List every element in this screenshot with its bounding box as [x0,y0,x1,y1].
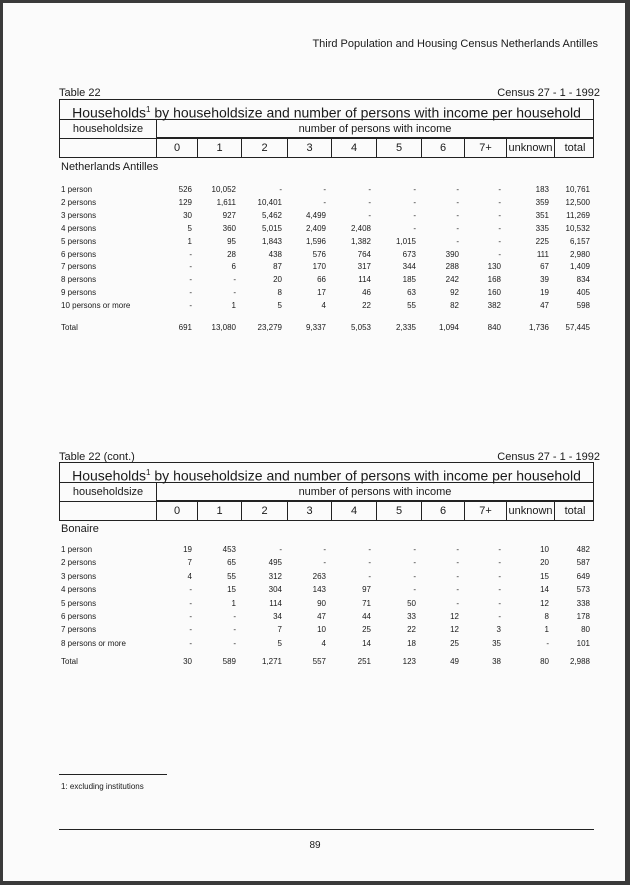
cell-value: 649 [576,571,590,581]
cell-value: 2,335 [395,323,416,332]
cell-value: 80 [540,657,549,666]
cell-value: 7 [187,558,192,568]
cell-value: 50 [407,598,416,608]
cell-value: - [189,262,192,272]
cell-value: - [456,585,459,595]
section-title: Bonaire [61,523,99,535]
table-row [59,184,594,196]
cell-value: - [498,585,501,595]
cell-value: 22 [362,301,371,311]
title-footnote-mark: 1 [146,105,151,114]
cell-value: - [368,558,371,568]
cell-value: 589 [222,657,236,666]
cell-value: - [279,545,282,554]
column-header: 2 [241,139,287,157]
row-label: 3 persons [61,571,97,581]
cell-value: - [456,185,459,194]
cell-value: 360 [222,223,236,233]
cell-value: 1,611 [216,197,236,207]
cell-value: - [498,185,501,194]
cell-value: 17 [317,288,326,298]
cell-value: 55 [227,571,236,581]
cell-value: 30 [183,210,192,220]
table-row [59,611,594,623]
cell-value: 351 [535,210,549,220]
cell-value: 453 [222,545,236,554]
table-row [59,287,594,299]
cell-value: 63 [407,288,416,298]
cell-value: 111 [536,249,549,259]
cell-value: 23,279 [257,323,282,332]
cell-value: - [189,625,192,635]
cell-value: - [456,236,459,246]
cell-value: 1 [231,598,236,608]
title-rest: by householdsize and number of persons with income per household [150,104,581,121]
cell-value: 5 [277,301,282,311]
column-header: 3 [287,502,331,520]
cell-value: 1,015 [395,236,416,246]
cell-value: 382 [487,301,501,311]
cell-value: 263 [312,571,326,581]
table-row [59,223,594,235]
cell-value: - [413,197,416,207]
total-row [59,656,594,668]
cell-value: 6 [231,262,236,272]
cell-value: 101 [576,638,590,648]
cell-value: 1 [544,625,549,635]
row-label: 6 persons [61,612,97,621]
table-row [59,638,594,650]
cell-value: 225 [535,236,549,246]
row-label: 2 persons [61,197,97,207]
cell-value: - [498,558,501,568]
cell-value: 49 [450,657,459,666]
cell-value: - [456,545,459,554]
column-header: 1 [197,502,241,520]
row-label: 7 persons [61,262,97,272]
cell-value: 95 [227,236,236,246]
column-header: 0 [156,502,197,520]
cell-value: 304 [268,585,282,595]
cell-value: 598 [576,301,590,311]
cell-value: - [323,558,326,568]
cell-value: 335 [535,223,549,233]
table-title [60,463,593,483]
cell-value: 405 [576,288,590,298]
table-title [60,100,593,120]
column-header: 0 [156,139,197,157]
row-label: 8 persons or more [61,638,126,648]
cell-value: 2,409 [305,223,326,233]
cell-value: - [413,545,416,554]
cell-value: 317 [357,262,371,272]
cell-value: - [189,288,192,298]
column-header: 3 [287,139,331,157]
cell-value: 251 [357,657,371,666]
column-header: 2 [241,502,287,520]
cell-value: 1,094 [438,323,459,332]
cell-value: 1,736 [528,323,549,332]
column-header: total [554,502,595,520]
cell-value: - [456,210,459,220]
cell-value: 15 [227,585,236,595]
cell-value: 25 [362,625,371,635]
cell-value: - [233,612,236,621]
cell-value: 92 [450,288,459,298]
cell-value: - [189,585,192,595]
cell-value: 573 [576,585,590,595]
cell-value: 30 [183,657,192,666]
header-row-group [60,483,593,502]
cell-value: 3 [496,625,501,635]
cell-value: 4 [321,301,326,311]
cell-value: 438 [268,249,282,259]
cell-value: - [498,223,501,233]
cell-value: 170 [312,262,326,272]
col-spacer [60,139,156,157]
cell-value: 123 [402,657,416,666]
footnote-divider [59,774,167,775]
cell-value: 97 [362,585,371,595]
cell-value: 5 [277,638,282,648]
row-label: 9 persons [61,288,97,298]
cell-value: 8 [277,288,282,298]
cell-value: - [498,236,501,246]
col-group-persons-with-income: number of persons with income [156,120,593,138]
cell-value: 20 [273,275,282,285]
cell-value: 90 [317,598,326,608]
header-row-columns [60,139,593,157]
cell-value: 691 [178,323,192,332]
census-date: Census 27 - 1 - 1992 [497,87,600,99]
cell-value: 67 [540,262,549,272]
cell-value: 12 [450,625,459,635]
cell-value: 4 [321,638,326,648]
cell-value: - [413,210,416,220]
cell-value: 25 [450,638,459,648]
cell-value: 35 [492,638,501,648]
col-householdsize: householdsize [72,123,144,135]
column-header: unknown [506,502,554,520]
cell-value: 927 [222,210,236,220]
table-row [59,261,594,273]
cell-value: 2,988 [569,657,590,666]
cell-value: - [456,223,459,233]
row-label: 8 persons [61,275,97,285]
cell-value: - [233,275,236,285]
cell-value: 2,408 [350,223,371,233]
table-header [59,462,594,521]
table-row [59,557,594,569]
cell-value: 10,532 [565,223,590,233]
cell-value: 178 [576,612,590,621]
column-header: 7+ [464,502,506,520]
cell-value: - [456,571,459,581]
cell-value: 19 [540,288,549,298]
title-main: Households [72,467,147,484]
header-row-columns [60,502,593,520]
cell-value: 130 [487,262,501,272]
column-header: 7+ [464,139,506,157]
cell-value: 71 [362,598,371,608]
cell-value: 114 [269,598,282,608]
title-main: Households [72,104,147,121]
cell-value: 1,596 [305,236,326,246]
cell-value: - [413,585,416,595]
running-header: Third Population and Housing Census Netherlands Antilles [312,38,598,50]
cell-value: 168 [487,275,501,285]
cell-value: - [368,545,371,554]
cell-value: 12 [540,598,549,608]
cell-value: 129 [178,197,192,207]
cell-value: 482 [576,545,590,554]
table-row [59,584,594,596]
cell-value: 46 [362,288,371,298]
cell-value: - [368,197,371,207]
cell-value: - [323,545,326,554]
row-label: 4 persons [61,585,97,595]
col-spacer [60,502,156,520]
cell-value: 183 [535,185,549,194]
cell-value: 87 [273,262,282,272]
table-row [59,197,594,209]
table-row [59,598,594,610]
footnote: 1: excluding institutions [61,782,144,791]
cell-value: 10 [317,625,326,635]
row-label: 4 persons [61,223,97,233]
cell-value: 34 [273,612,282,621]
cell-value: 55 [407,301,416,311]
cell-value: - [368,210,371,220]
cell-value: - [498,598,501,608]
cell-value: - [189,612,192,621]
cell-value: - [498,545,501,554]
row-label: Total [61,323,78,332]
table-row [59,210,594,222]
cell-value: 80 [581,625,590,635]
row-label: 10 persons or more [61,301,131,311]
table-row [59,571,594,583]
cell-value: 57,445 [565,323,590,332]
cell-value: - [546,638,549,648]
cell-value: - [189,275,192,285]
row-label: 7 persons [61,625,97,635]
table-row [59,236,594,248]
cell-value: 673 [402,249,416,259]
table-row [59,274,594,286]
cell-value: 1 [187,236,192,246]
cell-value: 47 [317,612,326,621]
col-householdsize: householdsize [72,486,144,498]
cell-value: 39 [540,275,549,285]
cell-value: 344 [402,262,416,272]
cell-value: 44 [362,612,371,621]
cell-value: - [498,210,501,220]
cell-value: 2,980 [569,249,590,259]
column-header: 5 [376,502,421,520]
cell-value: - [498,197,501,207]
cell-value: - [498,612,501,621]
table-label: Table 22 (cont.) [59,451,135,463]
table-row [59,249,594,261]
column-header: 6 [421,139,464,157]
table-row [59,300,594,312]
cell-value: 5 [187,223,192,233]
cell-value: 14 [362,638,371,648]
cell-value: - [233,288,236,298]
cell-value: 1,409 [569,262,590,272]
cell-value: 66 [317,275,326,285]
title-footnote-mark: 1 [146,468,151,477]
cell-value: 10,401 [257,197,282,207]
cell-value: - [368,185,371,194]
cell-value: - [456,558,459,568]
footer-divider [59,829,594,830]
cell-value: 33 [407,612,416,621]
census-date: Census 27 - 1 - 1992 [497,451,600,463]
row-label: 5 persons [61,598,97,608]
row-label: 1 person [61,545,93,554]
cell-value: 557 [312,657,326,666]
cell-value: 185 [402,275,416,285]
cell-value: 312 [268,571,282,581]
cell-value: - [189,638,192,648]
cell-value: 20 [540,558,549,568]
cell-value: 1,382 [350,236,371,246]
cell-value: 10,052 [211,185,236,194]
cell-value: 1 [231,301,236,311]
table-row [59,624,594,636]
cell-value: 495 [268,558,282,568]
cell-value: 764 [357,249,371,259]
cell-value: 338 [576,598,590,608]
cell-value: 28 [227,249,236,259]
cell-value: 38 [492,657,501,666]
cell-value: - [233,625,236,635]
cell-value: - [323,197,326,207]
cell-value: - [413,223,416,233]
cell-value: 10 [540,545,549,554]
column-header: 4 [331,502,376,520]
cell-value: - [456,197,459,207]
column-header: 6 [421,502,464,520]
cell-value: - [189,249,192,259]
row-label: Total [61,657,78,666]
cell-value: 242 [445,275,459,285]
col-group-persons-with-income: number of persons with income [156,483,593,501]
cell-value: 5,462 [261,210,282,220]
cell-value: 840 [487,323,501,332]
cell-value: 587 [576,558,590,568]
column-header: 5 [376,139,421,157]
table-row [59,544,594,556]
cell-value: 19 [183,545,192,554]
cell-value: 288 [445,262,459,272]
column-header: total [554,139,595,157]
row-label: 2 persons [61,558,97,568]
cell-value: 12,500 [565,197,590,207]
cell-value: - [498,571,501,581]
row-label: 1 person [61,185,93,194]
cell-value: - [189,598,192,608]
cell-value: - [498,249,501,259]
title-rest: by householdsize and number of persons with income per household [150,467,581,484]
cell-value: 390 [445,249,459,259]
cell-value: 12 [450,612,459,621]
cell-value: 5,015 [261,223,282,233]
row-label: 3 persons [61,210,97,220]
cell-value: 4,499 [305,210,326,220]
header-row-group [60,120,593,139]
cell-value: 1,271 [261,657,282,666]
cell-value: 13,080 [211,323,236,332]
row-label: 5 persons [61,236,97,246]
cell-value: 9,337 [305,323,326,332]
cell-value: - [279,185,282,194]
cell-value: 4 [187,571,192,581]
column-header: 1 [197,139,241,157]
cell-value: - [189,301,192,311]
cell-value: 143 [312,585,326,595]
table-label: Table 22 [59,87,101,99]
cell-value: 18 [407,638,416,648]
cell-value: - [413,571,416,581]
cell-value: - [413,558,416,568]
table-header [59,99,594,158]
row-label: 6 persons [61,249,97,259]
cell-value: 526 [178,185,192,194]
section-title: Netherlands Antilles [61,161,159,173]
cell-value: 7 [277,625,282,635]
cell-value: - [413,185,416,194]
column-header: 4 [331,139,376,157]
cell-value: 10,761 [565,185,590,194]
cell-value: 47 [540,301,549,311]
cell-value: 8 [544,612,549,621]
cell-value: - [368,571,371,581]
column-header: unknown [506,139,554,157]
cell-value: 359 [535,197,549,207]
cell-value: 22 [407,625,416,635]
cell-value: 1,843 [261,236,282,246]
cell-value: 14 [540,585,549,595]
cell-value: 65 [227,558,236,568]
cell-value: 15 [540,571,549,581]
cell-value: 82 [450,301,459,311]
cell-value: 11,269 [566,210,590,220]
cell-value: 5,053 [350,323,371,332]
cell-value: 160 [487,288,501,298]
total-row [59,322,594,334]
cell-value: 834 [576,275,590,285]
cell-value: - [456,598,459,608]
page-number: 89 [309,840,321,851]
cell-value: - [323,185,326,194]
cell-value: 576 [312,249,326,259]
cell-value: - [233,638,236,648]
cell-value: 114 [358,275,371,285]
cell-value: 6,157 [569,236,590,246]
